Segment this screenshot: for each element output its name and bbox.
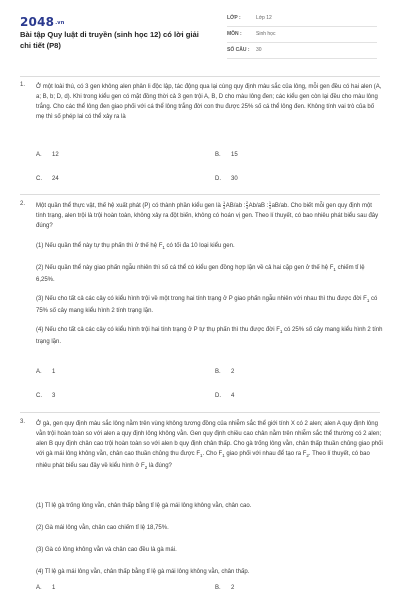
- meta-value: 30: [256, 47, 262, 53]
- question-number: 2.: [20, 201, 26, 207]
- fraction: $\frac{2}{4}$: [245, 200, 249, 210]
- statement-4: (4) Tỉ lệ gà mái lông vằn, chân thấp bằng tỉ lệ gà mái lông không vằn, chân thấp.: [36, 569, 250, 575]
- divider: [20, 76, 380, 77]
- statement-2: (2) Gà mái lông vằn, chân cao chiếm tỉ lệ 18,75%.: [36, 525, 169, 531]
- meta-row-subject: [227, 27, 377, 43]
- option-a[interactable]: A. 1: [36, 585, 56, 591]
- meta-value: Lớp 12: [256, 15, 272, 21]
- question-3: [20, 419, 383, 600]
- question-text: Ở gà, gen quy định màu sắc lông nằm trên vùng không tương đồng của nhiễm sắc thể giới tính X có 2 alen; alen A quy định lông vằn trội hoàn toàn so với alen a quy định lông không vằn. Gen quy định chiều cao chân nằm trên nhiễm sắc thể thường có 2 alen; alen B quy định chân cao trội hoàn toàn so với alen b quy định chân thấp. Cho gà trống lông vằn, chân thấp thuần chủng giao phối với gà mái lông không vằn, chân cao thuần chủng thu được $F_1$. Cho $F_1$ giao phối với nhau để tạo ra $F_2$. Theo lí thuyết, có bao nhiêu phát biểu sau đây về kiểu hình ở $F_2$ là đúng?: [36, 421, 383, 471]
- meta-label: MÔN :: [227, 31, 242, 37]
- option-d[interactable]: D. 4: [215, 393, 235, 399]
- divider: [20, 412, 380, 413]
- question-number: 1.: [20, 82, 26, 88]
- question-number: 3.: [20, 419, 26, 425]
- fraction: $\frac{1}{4}$: [268, 200, 272, 210]
- option-b[interactable]: B. 2: [215, 369, 235, 375]
- question-body: [36, 200, 383, 346]
- option-c[interactable]: C. 24: [36, 176, 59, 182]
- option-b[interactable]: B. 15: [215, 152, 238, 158]
- statement-2: (2) Nếu quần thể này giao phấn ngẫu nhiên thì số cá thể có kiểu gen đồng hợp lặn về cả hai cặp gen ở thế hệ $F_1$ chiếm tỉ lệ 6,25%.: [36, 265, 365, 284]
- option-c[interactable]: C. 3: [36, 393, 56, 399]
- option-a[interactable]: A. 12: [36, 152, 59, 158]
- question-text: Một quần thể thực vật, thế hệ xuất phát (P) có thành phần kiểu gen là $\frac{1}{4}$ AB/ab : $\frac{2}{4}$ Ab/aB : $\frac{1}{4}$ aB/ab. Cho biết mỗi gen quy định một tính trạng, alen trội là trội hoàn toàn, không xảy ra đột biến, không có hoán vị gen. Theo lí thuyết, có bao nhiêu phát biểu sau đây đúng?: [36, 200, 379, 230]
- page-header: [0, 0, 400, 66]
- option-a[interactable]: A. 1: [36, 369, 56, 375]
- option-b[interactable]: B. 2: [215, 585, 235, 591]
- meta-table: [227, 11, 377, 59]
- site-logo[interactable]: 2048.vn: [20, 15, 65, 29]
- meta-value: Sinh học: [256, 31, 276, 37]
- statement-3: (3) Nếu cho tất cả các cây có kiểu hình trội về một trong hai tính trạng ở P giao phấn ngẫu nhiên với nhau thì thu được đời $F_1$ có 75% số cây mang kiểu hình 2 tính trạng lặn.: [36, 296, 378, 315]
- statement-3: (3) Gà có lông không vằn và chân cao đều là gà mái.: [36, 547, 177, 553]
- statement-4: (4) Nếu cho tất cả các cây có kiểu hình trội hai tính trạng ở P tự thụ phấn thì thu được đời $F_1$ có 25% số cây mang kiểu hình 2 tính trạng lặn.: [36, 327, 383, 346]
- statement-1: (1) Tỉ lệ gà trống lông vằn, chân thấp bằng tỉ lệ gà mái lông không vằn, chân cao.: [36, 503, 252, 509]
- question-text: Ở một loài thú, có 3 gen không alen phân li độc lập, tác động qua lại cùng quy định màu sắc của lông, mỗi gen đều có hai alen (A, a; B, b; D, d). Khi trong kiểu gen có mặt đồng thời cả 3 gen trội A, B, D cho màu lông đen; các kiểu gen còn lại đều cho màu lông trắng. Cho các thể lông đen giao phối với cá thể lông trắng đời con thu được 25% số cá thể lông đen. Không tính vai trò của bố mẹ thì số phép lai có thể xảy ra là: [36, 84, 382, 120]
- meta-label: SỐ CÂU :: [227, 47, 250, 53]
- meta-row-class: [227, 11, 377, 27]
- meta-row-count: [227, 43, 377, 59]
- meta-label: LỚP :: [227, 15, 241, 21]
- question-body: [36, 419, 383, 575]
- fraction: $\frac{1}{4}$: [222, 200, 226, 210]
- statement-1: (1) Nếu quần thể này tự thụ phấn thì ở thế hệ $F_1$ có tối đa 10 loại kiểu gen.: [36, 243, 235, 251]
- divider: [20, 194, 380, 195]
- option-d[interactable]: D. 30: [215, 176, 238, 182]
- page-title: Bài tập Quy luật di truyền (sinh học 12) có lời giải chi tiết (P8): [20, 30, 199, 50]
- question-1: [20, 82, 383, 192]
- question-2: [20, 201, 383, 413]
- question-body: [36, 82, 383, 122]
